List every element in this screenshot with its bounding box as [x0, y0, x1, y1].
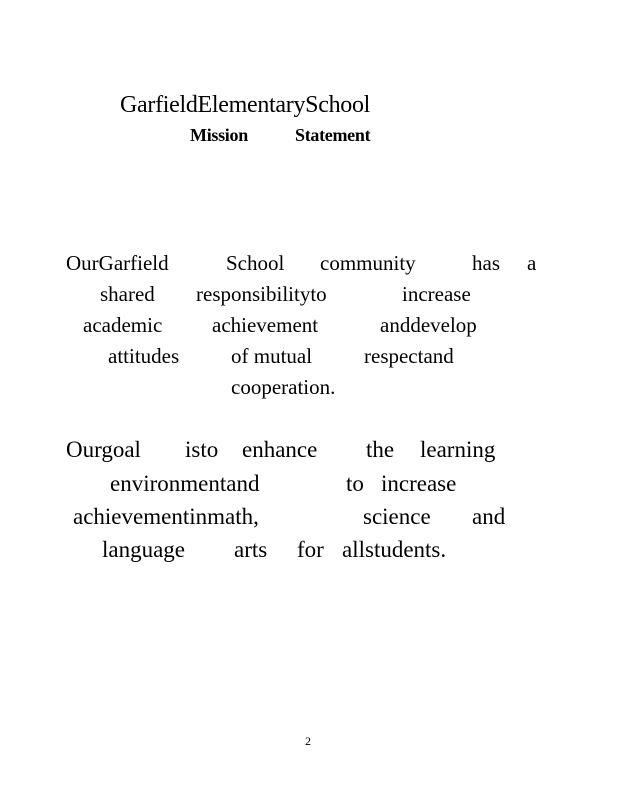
paragraph-word: environmentand: [110, 471, 260, 496]
paragraph-word: School: [226, 251, 285, 275]
page-number: 2: [305, 734, 311, 748]
paragraph-word: arts: [234, 537, 268, 562]
paragraph-word: science: [363, 504, 431, 529]
subtitle-word: Mission: [190, 125, 248, 145]
paragraph-word: to: [346, 471, 364, 496]
paragraph-word: Ourgoal: [66, 437, 141, 462]
paragraph-word: a: [527, 251, 537, 275]
paragraph-word: responsibilityto: [196, 282, 327, 306]
paragraph-word: allstudents.: [342, 537, 447, 562]
paragraph-word: has: [472, 251, 500, 275]
paragraph-word: learning: [420, 437, 496, 462]
paragraph-word: attitudes: [108, 344, 180, 368]
paragraph-word: respectand: [364, 344, 454, 368]
paragraph-word: achievementinmath,: [73, 504, 259, 529]
paragraph-word: achievement: [212, 313, 319, 337]
paragraph-word: and: [472, 504, 506, 529]
subtitle-word: Statement: [295, 125, 371, 145]
paragraph-word: language: [102, 537, 186, 562]
paragraph-word: of mutual: [231, 344, 313, 368]
paragraph-word: isto: [185, 437, 219, 462]
paragraph-word: the: [366, 437, 395, 462]
paragraph-word: increase: [381, 471, 457, 496]
paragraph-word: anddevelop: [380, 313, 477, 337]
paragraph-word: for: [297, 537, 324, 562]
paragraph-word: OurGarfield: [66, 251, 169, 275]
school-title: GarfieldElementarySchool: [120, 92, 371, 118]
paragraph-word: community: [320, 251, 416, 275]
paragraph-word: shared: [100, 282, 155, 306]
paragraph-word: cooperation.: [231, 375, 336, 399]
paragraph-word: academic: [83, 313, 163, 337]
paragraph-word: increase: [402, 282, 471, 306]
paragraph-word: enhance: [242, 437, 318, 462]
